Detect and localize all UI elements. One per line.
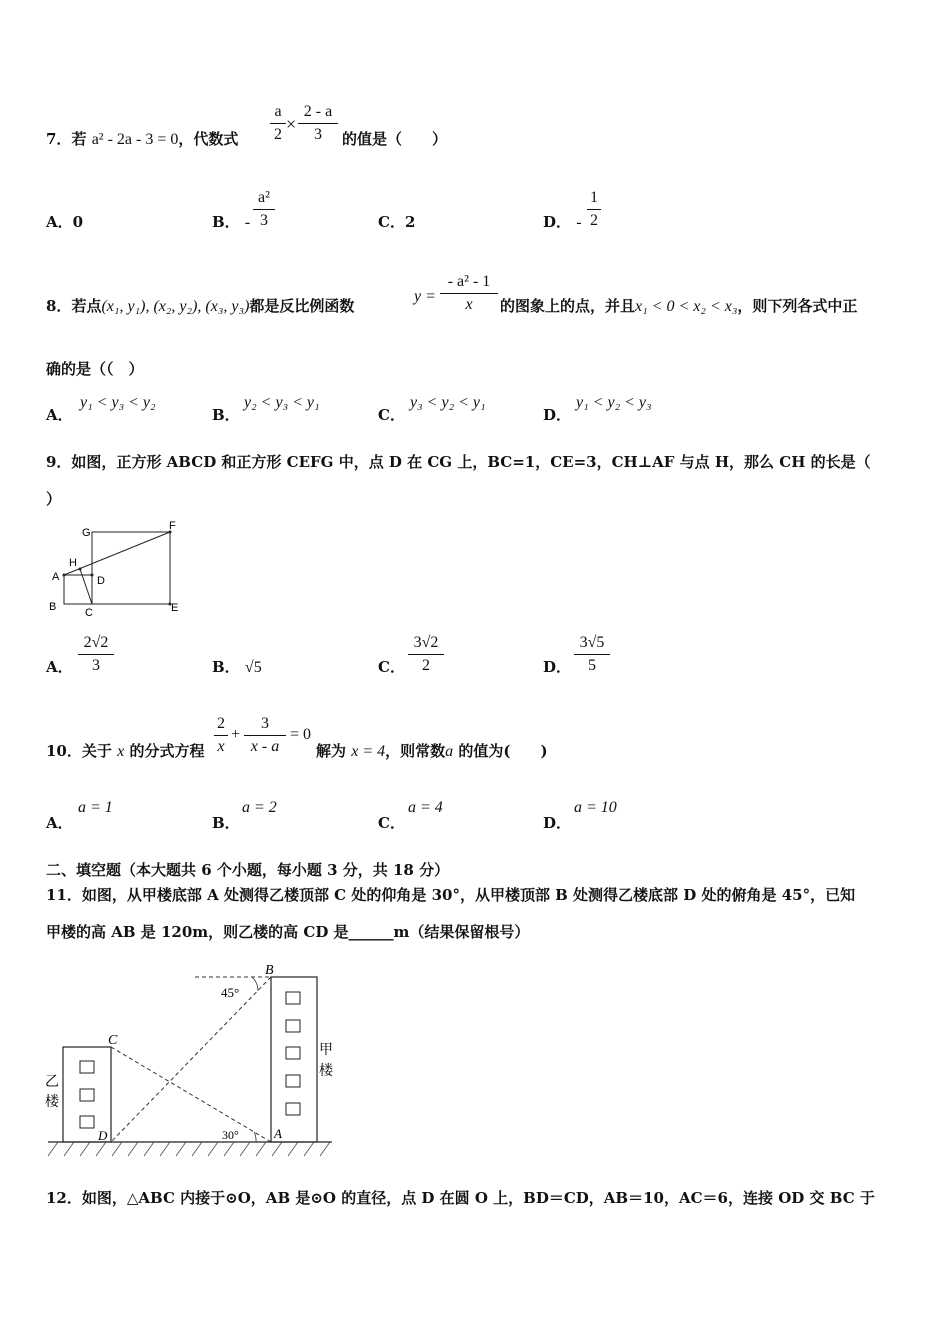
- q10-option-c[interactable]: [378, 812, 405, 833]
- label-a: A: [274, 1126, 282, 1141]
- q10-option-b-text: a = 2: [242, 799, 277, 816]
- option-label: A．: [46, 213, 73, 231]
- q8-option-c-text: y₃ < y₂ < y₁: [410, 394, 486, 411]
- option-label: B．: [212, 213, 240, 231]
- q7-option-d[interactable]: [543, 211, 582, 232]
- question-number: 8．: [46, 297, 72, 315]
- q10-mid2: 解为: [316, 742, 347, 760]
- q7-option-c[interactable]: [378, 211, 415, 232]
- q10-a: a: [445, 743, 454, 760]
- label-f: F: [169, 520, 176, 532]
- windows-yi: [80, 1061, 94, 1128]
- q7-frac1: [270, 102, 286, 145]
- option-label: C．: [378, 406, 405, 424]
- option-label: D．: [543, 658, 572, 676]
- label-jia-2: 楼: [319, 1063, 333, 1079]
- q8-condition: x₁ < 0 < x₂ < x₃: [635, 298, 738, 315]
- label-h: H: [69, 557, 77, 569]
- label-yi-1: 乙: [45, 1074, 59, 1090]
- q10-option-d[interactable]: [543, 812, 571, 833]
- q8-stem-2: [500, 295, 857, 316]
- q9-line2: ）: [46, 490, 62, 508]
- label-d: D: [97, 575, 105, 587]
- q10-option-b[interactable]: [212, 812, 240, 833]
- label-g: G: [82, 527, 91, 539]
- option-label: D．: [543, 814, 572, 832]
- q7-equation: a² - 2a - 3 = 0: [91, 131, 179, 148]
- option-label: D．: [543, 213, 572, 231]
- q9-figure: [44, 518, 194, 618]
- q7-stem: [46, 128, 238, 149]
- q8-option-d[interactable]: [543, 404, 571, 425]
- frac-den: x: [465, 296, 473, 313]
- frac-num: 2: [217, 715, 225, 732]
- option-text: 0: [72, 213, 84, 231]
- q9-option-b[interactable]: [212, 656, 262, 677]
- q8-option-c[interactable]: [378, 404, 405, 425]
- q10-frac2: [244, 714, 286, 757]
- q8-stem: [46, 295, 354, 316]
- q8-lead: 若点: [71, 297, 102, 315]
- minus-sign: -: [244, 214, 251, 231]
- q8-option-d-text: y₁ < y₂ < y₃: [576, 394, 652, 411]
- q10-option-c-text: a = 4: [408, 799, 443, 816]
- frac-den: x - a: [250, 738, 280, 755]
- q9-option-d[interactable]: [543, 656, 571, 677]
- angle-arc-45: [252, 977, 258, 991]
- section-heading: 二、填空题（本大题共 6 个小题，每小题 3 分，共 18 分）: [46, 861, 450, 879]
- option-label: C．: [378, 658, 405, 676]
- q9-line1: 9．如图，正方形 ABCD 和正方形 CEFG 中，点 D 在 CG 上，BC=1，CE=3，CH⊥AF 与点 H，那么 CH 的长是（: [46, 453, 871, 471]
- frac-num: - a² - 1: [447, 273, 491, 290]
- label-a: A: [52, 571, 60, 583]
- q9-option-c-frac: [408, 633, 444, 676]
- label-e: E: [171, 602, 179, 614]
- label-yi-2: 楼: [45, 1094, 59, 1110]
- q9-option-d-frac: [574, 633, 610, 676]
- label-c: C: [108, 1033, 118, 1048]
- equals-zero: = 0: [290, 726, 312, 743]
- label-b: B: [265, 963, 274, 978]
- q8-option-a[interactable]: [46, 404, 73, 425]
- frac-num: 1: [590, 189, 598, 206]
- q10-stem-2: [316, 740, 548, 761]
- q7-mid: ，代数式: [178, 130, 239, 148]
- label-c: C: [85, 607, 93, 618]
- q8-tail: ，则下列各式中正: [737, 297, 858, 315]
- option-label: A．: [46, 406, 73, 424]
- q7-option-a[interactable]: [46, 211, 83, 232]
- q8-func-lhs: y =: [414, 288, 436, 305]
- frac-num: 3√2: [413, 634, 439, 651]
- q9-option-c[interactable]: [378, 656, 405, 677]
- q8-mid: 都是反比例函数: [249, 297, 355, 315]
- q10-stem: [46, 740, 204, 761]
- q10-mid: 的分式方程: [129, 742, 205, 760]
- times-sign: ×: [286, 114, 297, 134]
- label-angle-45: 45°: [221, 985, 240, 1000]
- option-label: D．: [543, 406, 572, 424]
- plus-sign: +: [231, 726, 241, 743]
- q10-tail: 的值为( ): [458, 742, 548, 760]
- q10-option-a[interactable]: [46, 812, 73, 833]
- label-angle-30: 30°: [222, 1128, 239, 1142]
- option-text: √5: [244, 659, 262, 676]
- option-label: B．: [212, 814, 240, 832]
- q8-option-b-text: y₂ < y₃ < y₁: [244, 394, 320, 411]
- minus-sign: -: [576, 214, 582, 231]
- sight-line-bd: [111, 977, 271, 1142]
- frac-den: x: [217, 738, 225, 755]
- frac-den: 3: [92, 657, 100, 674]
- frac-den: 2: [274, 126, 282, 143]
- option-label: B．: [212, 406, 240, 424]
- segment-ch: [80, 569, 92, 604]
- q8-mid2: 的图象上的点，并且: [500, 297, 636, 315]
- q7-lead: 若: [71, 130, 87, 148]
- frac-den: 3: [314, 126, 322, 143]
- q10-option-d-text: a = 10: [574, 799, 617, 816]
- frac-num: 2 - a: [303, 103, 333, 120]
- frac-den: 2: [422, 657, 430, 674]
- q7-tail: 的值是（ ）: [342, 130, 448, 148]
- frac-den: 2: [590, 212, 598, 229]
- q11-figure: [40, 958, 340, 1164]
- q8-points: (x₁, y₁), (x₂, y₂), (x₃, y₃): [101, 298, 250, 315]
- q8-option-b[interactable]: [212, 404, 240, 425]
- frac-den: 5: [588, 657, 596, 674]
- q8-line2: 确的是（（ ）: [46, 360, 144, 378]
- frac-num: a²: [258, 189, 270, 206]
- label-jia-1: 甲: [319, 1042, 333, 1058]
- option-text: 2: [404, 213, 416, 231]
- frac-num: 2√2: [83, 634, 109, 651]
- q9-option-a-frac: [78, 633, 114, 676]
- frac-num: 3√5: [579, 634, 605, 651]
- q8-func-frac: [440, 272, 498, 315]
- sight-line-ac: [111, 1047, 271, 1142]
- question-number: 10．: [46, 742, 82, 760]
- frac-num: a: [274, 103, 282, 120]
- q7-option-b[interactable]: [212, 211, 250, 232]
- q12-line1: 12．如图，△ABC 内接于⊙O，AB 是⊙O 的直径，点 D 在圆 O 上，BD＝CD，AB＝10，AC＝6，连接 OD 交 BC 于: [46, 1189, 875, 1207]
- q10-var: x: [117, 743, 125, 760]
- q10-option-a-text: a = 1: [78, 799, 113, 816]
- q10-frac1: [214, 714, 228, 757]
- option-label: B．: [212, 658, 240, 676]
- q7-option-d-frac: [587, 188, 601, 231]
- q10-mid3: ，则常数: [385, 742, 446, 760]
- windows-jia: [286, 992, 300, 1115]
- option-label: A．: [46, 814, 73, 832]
- q11-line1: 11．如图，从甲楼底部 A 处测得乙楼顶部 C 处的仰角是 30°，从甲楼顶部 B 处测得乙楼底部 D 处的俯角是 45°，已知: [46, 886, 856, 904]
- q7-option-b-frac: [253, 188, 275, 231]
- q7-frac2: [298, 102, 338, 145]
- q11-line2: 甲楼的高 AB 是 120m，则乙楼的高 CD 是______m（结果保留根号）: [46, 923, 530, 941]
- frac-num: 3: [261, 715, 269, 732]
- label-d: D: [98, 1128, 108, 1143]
- option-label: C．: [378, 213, 405, 231]
- option-label: A．: [46, 658, 73, 676]
- q10-solution: x = 4: [351, 743, 386, 760]
- q9-option-a[interactable]: [46, 656, 73, 677]
- frac-den: 3: [260, 212, 268, 229]
- q8-option-a-text: y₁ < y₃ < y₂: [80, 394, 156, 411]
- q10-lead: 关于: [81, 742, 112, 760]
- ground-hatching: [48, 1142, 330, 1156]
- square-abcd: [64, 575, 92, 604]
- option-label: C．: [378, 814, 405, 832]
- question-number: 7．: [46, 130, 72, 148]
- square-cefg: [92, 532, 170, 604]
- label-b: B: [49, 601, 57, 613]
